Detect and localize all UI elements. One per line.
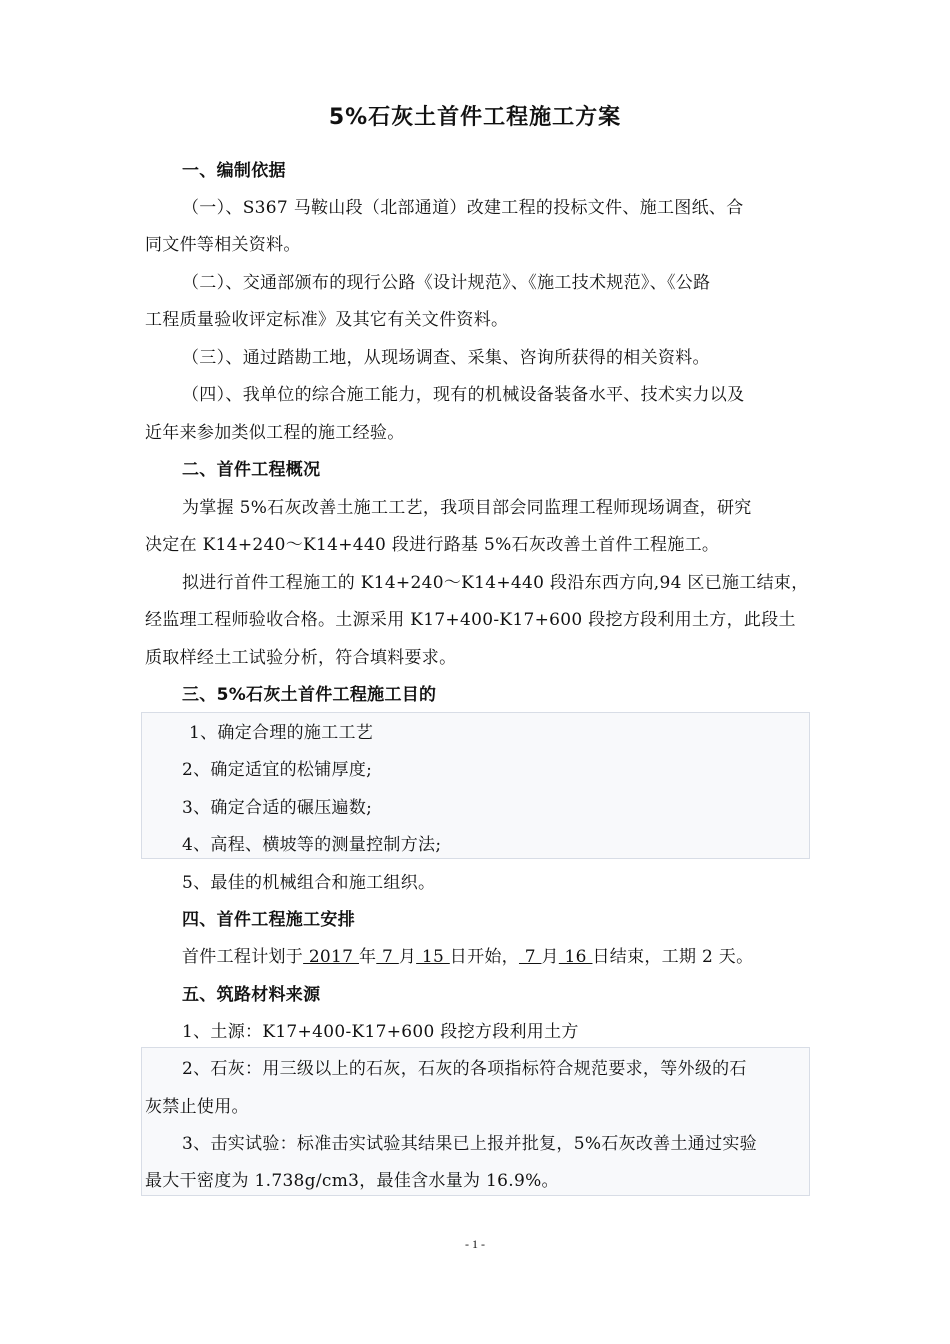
- paragraph-line: （一）、S367 马鞍山段（北部通道）改建工程的投标文件、施工图纸、合: [182, 198, 744, 218]
- section-heading-schedule: 四、首件工程施工安排: [182, 910, 355, 930]
- goal-item: 3、确定合适的碾压遍数;: [182, 798, 373, 818]
- schedule-end-month-unit: 月: [541, 947, 559, 967]
- goal-item: 2、确定适宜的松铺厚度;: [182, 760, 373, 780]
- section-heading-overview: 二、首件工程概况: [182, 460, 321, 480]
- paragraph-line: （三）、通过踏勘工地，从现场调查、采集、咨询所获得的相关资料。: [182, 348, 710, 368]
- page-number: - 1 -: [465, 1237, 485, 1251]
- paragraph-line: 近年来参加类似工程的施工经验。: [145, 423, 405, 443]
- material-item: 1、土源：K17+400-K17+600 段挖方段利用土方: [182, 1022, 579, 1042]
- schedule-year-unit: 年: [358, 947, 377, 967]
- goal-item: 5、最佳的机械组合和施工组织。: [182, 873, 436, 893]
- material-item: 3、击实试验：标准击实试验其结果已上报并批复，5%石灰改善土通过实验: [182, 1134, 757, 1154]
- schedule-start-day: 15: [416, 947, 450, 967]
- paragraph-line: （二）、交通部颁布的现行公路《设计规范》、《施工技术规范》、《公路: [182, 273, 711, 293]
- paragraph-line: 拟进行首件工程施工的 K14+240～K14+440 段沿东西方向,94 区已施工结束，: [182, 573, 809, 593]
- section-heading-materials: 五、筑路材料来源: [182, 985, 321, 1005]
- schedule-end-day-unit: 日结束，工期 2 天。: [592, 947, 754, 967]
- schedule-line: [182, 942, 753, 967]
- schedule-end-day: 16: [558, 947, 593, 967]
- goal-item: 4、高程、横坡等的测量控制方法;: [182, 835, 442, 855]
- schedule-start-day-unit: 日开始，: [449, 947, 519, 967]
- paragraph-line: 经监理工程师验收合格。土源采用 K17+400-K17+600 段挖方段利用土方，此段土: [145, 610, 796, 630]
- paragraph-line: 为掌握 5%石灰改善土施工工艺，我项目部会同监理工程师现场调查，研究: [182, 498, 752, 518]
- section-heading-goals: 三、5%石灰土首件工程施工目的: [182, 685, 437, 705]
- section-heading-basis: 一、编制依据: [182, 161, 286, 181]
- paragraph-line: 质取样经土工试验分析，符合填料要求。: [145, 648, 457, 668]
- material-item-cont: 最大干密度为 1.738g/cm3，最佳含水量为 16.9%。: [145, 1171, 559, 1191]
- material-item-cont: 灰禁止使用。: [145, 1097, 249, 1117]
- paragraph-line: 同文件等相关资料。: [145, 235, 301, 255]
- schedule-start-month: 7: [376, 947, 399, 967]
- paragraph-line: （四）、我单位的综合施工能力，现有的机械设备装备水平、技术实力以及: [182, 385, 745, 405]
- schedule-start-month-unit: 月: [398, 947, 417, 967]
- paragraph-line: 决定在 K14+240～K14+440 段进行路基 5%石灰改善土首件工程施工。: [145, 535, 720, 555]
- schedule-prefix: 首件工程计划于: [182, 947, 304, 967]
- schedule-end-month: 7: [518, 947, 542, 967]
- document-title: 5%石灰土首件工程施工方案: [328, 105, 622, 130]
- material-item: 2、石灰：用三级以上的石灰，石灰的各项指标符合规范要求，等外级的石: [182, 1059, 747, 1079]
- paragraph-line: 工程质量验收评定标准》及其它有关文件资料。: [145, 310, 509, 330]
- goal-item: 1、确定合理的施工工艺: [189, 723, 374, 743]
- schedule-year: 2017: [303, 947, 359, 967]
